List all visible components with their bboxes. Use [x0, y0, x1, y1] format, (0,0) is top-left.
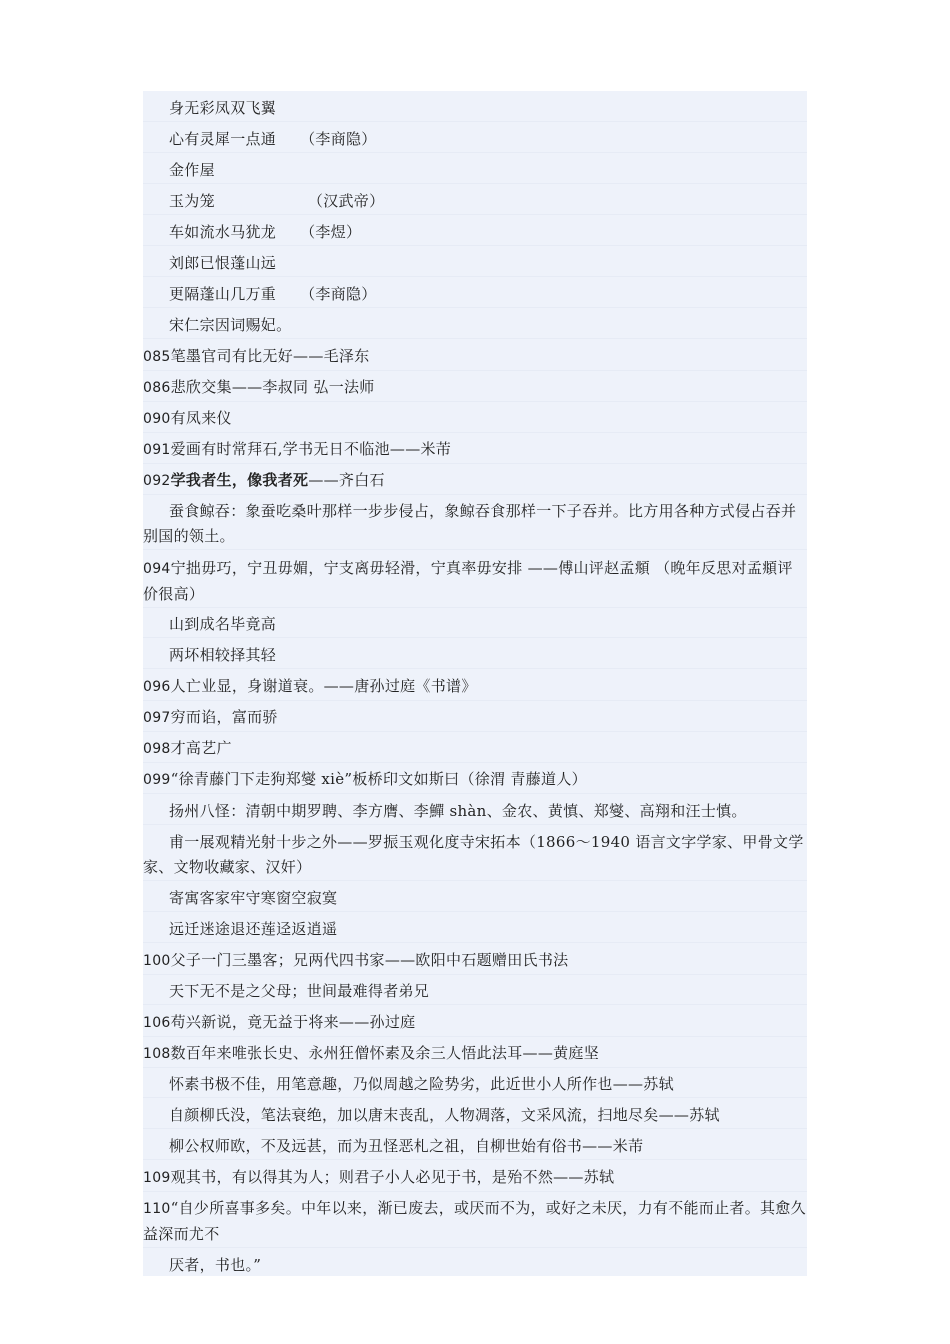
text-line: 刘郎已恨蓬山远 [143, 251, 807, 277]
text-paragraph: 蚕食鲸吞：象蚕吃桑叶那样一步步侵占，象鲸吞食那样一下子吞并。比方用各种方式侵占吞并别国的领土。 [143, 499, 807, 550]
text-line: 玉为笼 （汉武帝） [143, 189, 807, 215]
text-line: 身无彩凤双飞翼 [143, 96, 807, 122]
text-line: 108数百年来唯张长史、永州狂僧怀素及余三人悟此法耳——黄庭坚 [143, 1041, 807, 1068]
text-line: 091爱画有时常拜石,学书无日不临池——米芾 [143, 437, 807, 464]
text-line: 怀素书极不佳，用笔意趣，乃似周越之险势劣，此近世小人所作也——苏轼 [143, 1072, 807, 1098]
text-line: 085笔墨官司有比无好——毛泽东 [143, 344, 807, 371]
text-paragraph: 甫一展观精光射十步之外——罗振玉观化度寺宋拓本（1866～1940 语言文字学家、甲骨文学家、文物收藏家、汉奸） [143, 830, 807, 881]
text-line: 两坏相较择其轻 [143, 643, 807, 669]
text-line: 自颜柳氏没，笔法衰绝，加以唐末丧乱，人物凋落，文采风流，扫地尽矣——苏轼 [143, 1103, 807, 1129]
text-line: 宋仁宗因词赐妃。 [143, 313, 807, 339]
text-line: 厌者，书也。” [169, 1256, 262, 1274]
text-line: 109观其书，有以得其为人；则君子小人必见于书，是殆不然——苏轼 [143, 1165, 807, 1192]
text-line: 寄寓客家牢守寒窗空寂寞 [143, 886, 807, 912]
text-paragraph: 110“自少所喜事多矣。中年以来，渐已废去，或厌而不为，或好之未厌，力有不能而止者。其愈久益深而尤不 [143, 1196, 807, 1248]
text-line: 天下无不是之父母；世间最难得者弟兄 [143, 979, 807, 1005]
text-line: 金作屋 [143, 158, 807, 184]
text-line: 山到成名毕竟高 [143, 612, 807, 638]
text-line: 扬州八怪：清朝中期罗聘、李方膺、李鱓 shàn、金农、黄慎、郑燮、高翔和汪士慎。 [143, 799, 807, 825]
text-line: 106苟兴新说，竟无益于将来——孙过庭 [143, 1010, 807, 1037]
text-line: 092学我者生，像我者死——齐白石 [143, 468, 807, 495]
text-paragraph: 094宁拙毋巧，宁丑毋媚，宁支离毋轻滑，宁真率毋安排 ——傅山评赵孟頫 （晚年反思对孟頫评价很高） [143, 556, 807, 608]
text-line: 098才高艺广 [143, 736, 807, 763]
text-line: 更隔蓬山几万重 （李商隐） [143, 282, 807, 308]
text-line: 099“徐青藤门下走狗郑燮 xiè”板桥印文如斯曰（徐渭 青藤道人） [143, 767, 807, 794]
text-line: 心有灵犀一点通 （李商隐） [143, 127, 807, 153]
text-line: 柳公权师欧，不及远甚，而为丑怪恶札之祖，自柳世始有俗书——米芾 [143, 1134, 807, 1160]
text-line: 100父子一门三墨客；兄两代四书家——欧阳中石题赠田氏书法 [143, 948, 807, 975]
text-line: 096人亡业显，身谢道衰。——唐孙过庭《书谱》 [143, 674, 807, 701]
text-line: 远迁迷途退还莲迳返逍遥 [143, 917, 807, 943]
text-line: 097穷而谄，富而骄 [143, 705, 807, 732]
text-line: 车如流水马犹龙 （李煜） [143, 220, 807, 246]
text-line: 090有凤来仪 [143, 406, 807, 433]
text-line: 086悲欣交集——李叔同 弘一法师 [143, 375, 807, 402]
